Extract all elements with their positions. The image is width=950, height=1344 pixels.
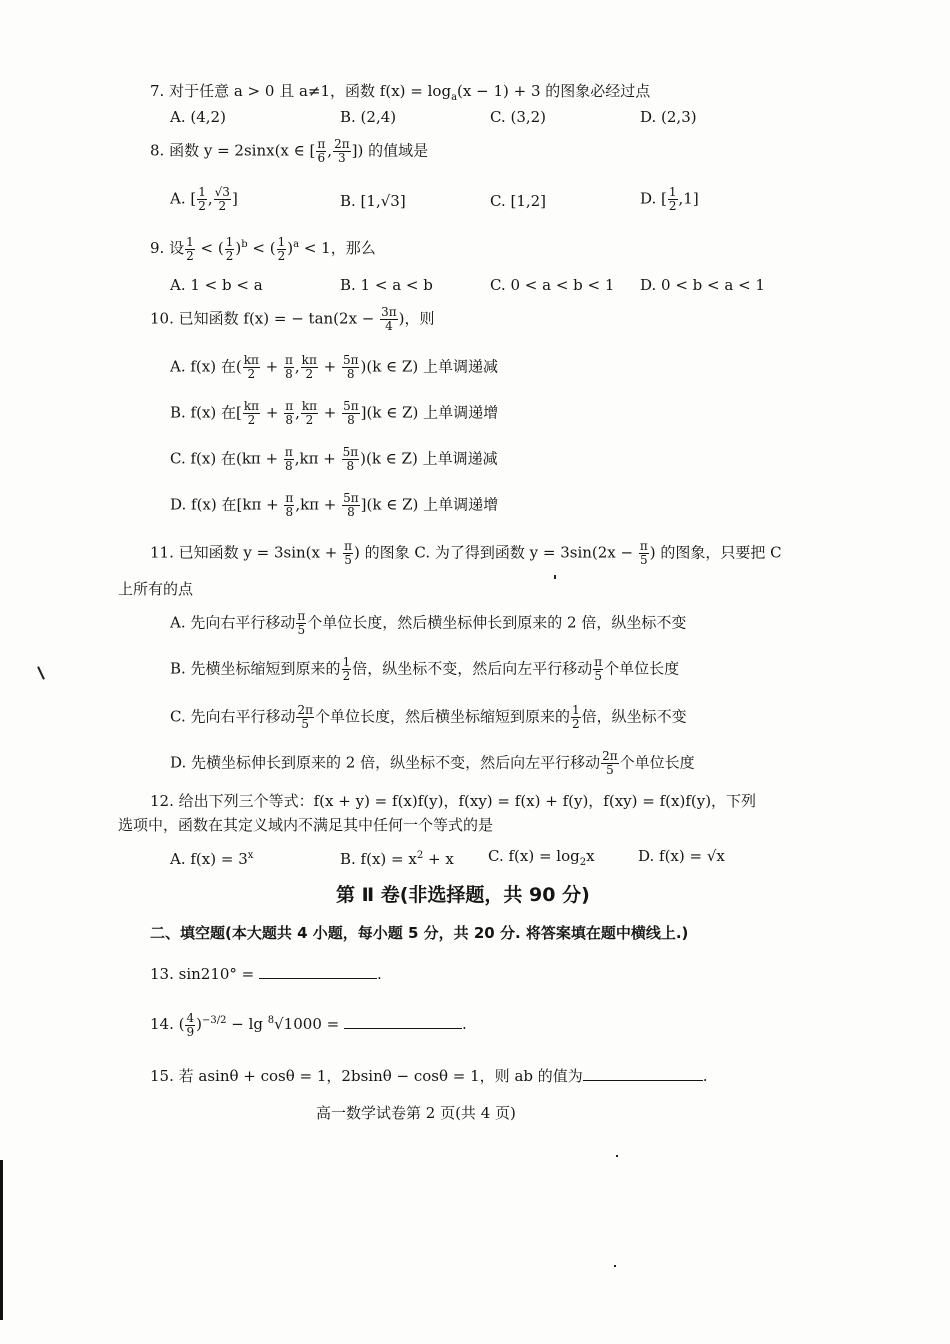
q10-option-d [170, 492, 498, 519]
q10-d-pre: D. f(x) 在[kπ + [170, 495, 284, 514]
q11-b-post: 个单位长度 [604, 659, 680, 678]
q11-option-d [170, 750, 695, 777]
q10-c-f1 [284, 446, 294, 473]
q8-option-d [640, 186, 699, 213]
q10-a-t4n: 5π [342, 353, 359, 367]
scan-speck [554, 575, 556, 579]
q10-option-c [170, 446, 498, 473]
q10-b-p2: + [319, 403, 342, 422]
q10-c-t2n: 5π [342, 445, 359, 459]
q13-stem: 13. sin210° = [150, 965, 260, 983]
q12-option-c [488, 845, 595, 874]
q7-option-a: A. (4,2) [170, 108, 226, 126]
q11-f2n: π [639, 539, 648, 553]
q11-option-a [170, 610, 686, 637]
q12-c-pre: C. f(x) = log [488, 847, 580, 865]
q7-log-base: a [451, 92, 458, 103]
q8-a-frac1 [197, 186, 207, 213]
q9-option-a: A. 1 < b < a [170, 276, 263, 294]
q10-a-t4d: 8 [346, 367, 355, 381]
q8-stem: 8. 函数 y = 2sinx(x ∈ [ $\frac{\pi}{6}$ , $\frac{2\pi}{3}$ ]) 的值域是 [150, 137, 429, 165]
q7-stem-text: 7. 对于任意 a > 0 且 a≠1，函数 f(x) = log [150, 82, 452, 100]
q10-a-post: )(k ∈ Z) 上单调递减 [360, 357, 498, 376]
q9-d3: 2 [277, 248, 286, 263]
q8-a-d1: 2 [198, 199, 206, 213]
q8-a-frac2 [214, 186, 231, 213]
q13-answer-blank [259, 962, 377, 979]
q10-a-f4 [342, 354, 360, 381]
q10-d-post: ](k ∈ Z) 上单调递增 [360, 495, 499, 514]
q14 [150, 1010, 467, 1039]
q11-c-frac2 [571, 704, 581, 731]
q14-end: . [461, 1015, 467, 1033]
q8-d-frac [668, 186, 678, 213]
q12-a-sup: x [247, 850, 254, 861]
q10-c-mid: ,kπ + [294, 449, 341, 468]
q10-option-b [170, 400, 498, 427]
q8-option-c: C. [1,2] [490, 192, 547, 210]
q8-a-pre: A. [ [170, 189, 197, 208]
q12-option-a [170, 845, 253, 870]
q10-a-t3d: 2 [305, 367, 314, 381]
q9-stem [150, 234, 376, 263]
q11-b-d1: 2 [342, 669, 351, 683]
q9-frac-3 [277, 236, 287, 263]
q11-c-n1: 2π [297, 703, 314, 717]
q7-option-b: B. (2,4) [340, 108, 397, 126]
q8-d-n: 1 [668, 185, 677, 199]
q10-a-p2: + [318, 357, 341, 376]
q11-c-frac1 [296, 704, 314, 731]
q11-d-n: 2π [602, 749, 618, 763]
q11-a-n: π [297, 609, 306, 623]
q13 [150, 962, 382, 985]
q8-f1-den: 6 [317, 151, 326, 165]
q11-option-c [170, 704, 687, 731]
scan-speck [614, 1265, 616, 1267]
q11-a-pre: A. 先向右平行移动 [170, 613, 296, 632]
q8-a-post: ] [231, 189, 238, 208]
q8-a-n1: 1 [198, 185, 206, 199]
q7-option-c: C. (3,2) [490, 108, 547, 126]
q10-b-t2d: 8 [285, 413, 293, 427]
q8-option-b: B. [1,√3] [340, 192, 406, 210]
q9-frac-1 [185, 236, 195, 263]
q14-eq: = [321, 1015, 344, 1033]
q8-a-d2: 2 [218, 199, 227, 213]
q12-line2: 选项中，函数在其定义域内不满足其中任何一个等式的是 [118, 816, 494, 834]
fill-in-section-heading: 二、填空题(本大题共 4 小题，每小题 5 分，共 20 分. 将答案填在题中横线上.) [150, 924, 689, 942]
q10-d-f1 [284, 492, 294, 519]
q10-c-post: )(k ∈ Z) 上单调递减 [360, 449, 498, 468]
q11-d-d: 5 [606, 763, 614, 777]
q10-b-f4 [342, 400, 360, 427]
q9-mid3: < ( [247, 239, 276, 257]
q10-b-t4d: 8 [347, 413, 355, 427]
q10-b-t4n: 5π [343, 399, 359, 413]
q11-c-pre: C. 先向右平行移动 [170, 707, 296, 726]
q9-exp-a: a [293, 239, 300, 250]
q10-d-f2 [342, 492, 360, 519]
q11-b-n1: 1 [342, 655, 351, 669]
q11-d-post: 个单位长度 [619, 753, 695, 772]
q10-b-t3n: kπ [301, 399, 318, 413]
q10-c-t1n: π [284, 445, 293, 459]
q11-c-post: 倍，纵坐标不变 [581, 707, 687, 726]
q14-n: 4 [186, 1010, 195, 1025]
q8-f2-num: 2π [334, 137, 350, 151]
q10-a-t2n: π [285, 353, 293, 367]
q14-root-index: 8 [267, 1015, 275, 1026]
q14-pre: 14. ( [150, 1015, 185, 1033]
q9-mid4: ) [287, 239, 294, 257]
q7-stem [150, 80, 650, 109]
q9-exp-b: b [241, 239, 248, 250]
q15 [150, 1064, 708, 1087]
q10-b-f1 [243, 400, 260, 427]
q8-fraction-2 [333, 138, 351, 165]
q14-d: 9 [186, 1024, 195, 1039]
q12-b-pre: B. f(x) = x [340, 850, 417, 868]
q14-post: − lg [226, 1015, 268, 1033]
q11-b-d2: 5 [594, 669, 602, 683]
q11-d-frac [601, 750, 619, 777]
q11-c-d2: 2 [572, 717, 580, 731]
q12-line1: 12. 给出下列三个等式：f(x + y) = f(x)f(y)，f(xy) = f(x) + f(y)，f(xy) = f(x)f(y)，下列 [150, 792, 757, 810]
q11-frac-1 [343, 540, 353, 567]
q10-b-t2n: π [285, 399, 294, 413]
q10-b-p1: + [261, 403, 284, 422]
q10-c-t1d: 8 [285, 459, 293, 473]
q11-frac-2 [639, 540, 649, 567]
q9-option-b: B. 1 < a < b [340, 276, 433, 294]
q9-n: 1 [186, 234, 194, 249]
q7-option-d: D. (2,3) [640, 108, 697, 126]
q11-b: ) 的图象 C. 为了得到函数 y = 3sin(2x − [353, 543, 638, 562]
q11-f2d: 5 [639, 553, 648, 567]
q11-a-d: 5 [297, 623, 306, 637]
q11-b-frac1 [342, 656, 352, 683]
q11-line2: 上所有的点 [118, 580, 194, 598]
q10-stem-a: 10. 已知函数 f(x) = − tan(2x − [150, 309, 380, 328]
q8-stem-b: ]) 的值域是 [351, 141, 429, 160]
q11-f1n: π [344, 539, 352, 553]
q10-a-pre: A. f(x) 在( [170, 357, 242, 376]
q10-d-mid: ,kπ + [295, 495, 342, 514]
q12-b-sup: 2 [416, 850, 424, 861]
q8-d-pre: D. [ [640, 189, 667, 208]
part2-title: 第 Ⅱ 卷(非选择题，共 90 分) [336, 884, 590, 906]
q8-fraction-1 [316, 138, 326, 165]
q14-answer-blank [344, 1012, 462, 1029]
q12-a-pre: A. f(x) = 3 [170, 850, 248, 868]
q9-mid1: < ( [195, 239, 224, 257]
q10-d-t1d: 8 [285, 505, 294, 519]
q13-end: . [377, 965, 382, 983]
page-footer: 高一数学试卷第 2 页(共 4 页) [316, 1104, 516, 1122]
q11-b-n2: π [594, 655, 603, 669]
q10-d-t2d: 8 [347, 505, 355, 519]
q10-a-t1d: 2 [247, 367, 256, 381]
q9-mid2: ) [235, 239, 242, 257]
scan-edge-bar [0, 1160, 3, 1320]
scan-speck [616, 1155, 618, 1157]
q12-option-b [340, 845, 454, 870]
q10-c-t2d: 8 [346, 459, 355, 473]
q14-mid: ) [196, 1015, 202, 1033]
q8-stem-a: 8. 函数 y = 2sinx(x ∈ [ [150, 141, 316, 160]
q12-c-sub: 2 [579, 857, 587, 868]
q11-c-n2: 1 [572, 703, 580, 717]
q9-option-d: D. 0 < b < a < 1 [640, 276, 765, 294]
q11-stem [150, 540, 782, 567]
q12-b-post: + x [423, 850, 454, 868]
q10-b-t1d: 2 [247, 413, 256, 427]
q10-b-t1n: kπ [243, 399, 260, 413]
q15-stem: 15. 若 asinθ + cosθ = 1，2bsinθ − cosθ = 1，则 ab 的值为 [150, 1067, 583, 1085]
q9-d: 2 [186, 248, 194, 263]
q10-stem [150, 306, 435, 333]
q10-c-f2 [342, 446, 360, 473]
q10-b-pre: B. f(x) 在[ [170, 403, 242, 422]
q9-option-c: C. 0 < a < b < 1 [490, 276, 615, 294]
q10-a-t1n: kπ [243, 353, 259, 367]
q10-option-a [170, 354, 498, 381]
q8-d-post: ,1] [678, 189, 699, 208]
scan-speck [37, 666, 45, 680]
q11-c-d1: 5 [301, 717, 310, 731]
q11-c-mid: 个单位长度，然后横坐标缩短到原来的 [315, 707, 571, 726]
q10-fn: 3π [381, 305, 397, 319]
q10-a-t2d: 8 [285, 367, 293, 381]
q8-option-a: A. [ $\frac{1}{2}$ , $\frac{√3}{2}$ ] [170, 185, 238, 213]
q9-n3: 1 [277, 234, 286, 249]
q11-a-post: 个单位长度，然后横坐标伸长到原来的 2 倍，纵坐标不变 [307, 613, 687, 632]
q10-d-t1n: π [285, 491, 294, 505]
q9-frac-2 [225, 236, 235, 263]
q11-a: 11. 已知函数 y = 3sin(x + [150, 543, 343, 562]
q10-b-f3 [301, 400, 318, 427]
q15-answer-blank [583, 1064, 703, 1081]
q14-root: √1000 [274, 1015, 322, 1033]
q15-end: . [702, 1067, 708, 1085]
q11-b-pre: B. 先横坐标缩短到原来的 [170, 659, 341, 678]
q11-d-pre: D. 先横坐标伸长到原来的 2 倍，纵坐标不变，然后向左平行移动 [170, 753, 601, 772]
q9-d2: 2 [225, 248, 234, 263]
q10-b-t3d: 2 [305, 413, 314, 427]
q11-f1d: 5 [344, 553, 352, 567]
q10-a-f3 [301, 354, 318, 381]
q10-frac [380, 306, 398, 333]
q11-b-frac2 [593, 656, 603, 683]
q9-n2: 1 [225, 234, 234, 249]
q10-a-f2 [284, 354, 294, 381]
q10-b-f2 [284, 400, 294, 427]
q10-a-p1: + [260, 357, 283, 376]
q8-f1-num: π [317, 137, 326, 151]
q7-stem-end: (x − 1) + 3 的图象必经过点 [457, 82, 651, 100]
q12-option-d: D. f(x) = √x [638, 847, 725, 865]
q11-b-mid: 倍，纵坐标不变，然后向左平行移动 [352, 659, 593, 678]
q14-frac [185, 1012, 195, 1039]
q10-c-pre: C. f(x) 在(kπ + [170, 449, 283, 468]
q8-a-n2: √3 [214, 185, 230, 199]
q11-a-frac [296, 610, 306, 637]
q9-pre: 9. 设 [150, 239, 185, 257]
q11-option-b [170, 656, 679, 683]
q10-d-t2n: 5π [343, 491, 359, 505]
q10-a-comma: , [294, 357, 300, 376]
q10-a-t3n: kπ [301, 353, 317, 367]
q14-exp: −3/2 [201, 1015, 227, 1026]
q11-c: ) 的图象，只要把 C [649, 543, 782, 562]
q10-fd: 4 [385, 319, 393, 333]
q10-b-comma: , [295, 403, 300, 422]
q9-post: < 1，那么 [299, 239, 376, 257]
q8-f2-den: 3 [338, 151, 346, 165]
q10-stem-b: )，则 [398, 309, 435, 328]
q10-b-post: ](k ∈ Z) 上单调递增 [360, 403, 499, 422]
q10-a-f1 [243, 354, 260, 381]
q8-d-d: 2 [668, 199, 677, 213]
q12-c-post: x [586, 847, 595, 865]
